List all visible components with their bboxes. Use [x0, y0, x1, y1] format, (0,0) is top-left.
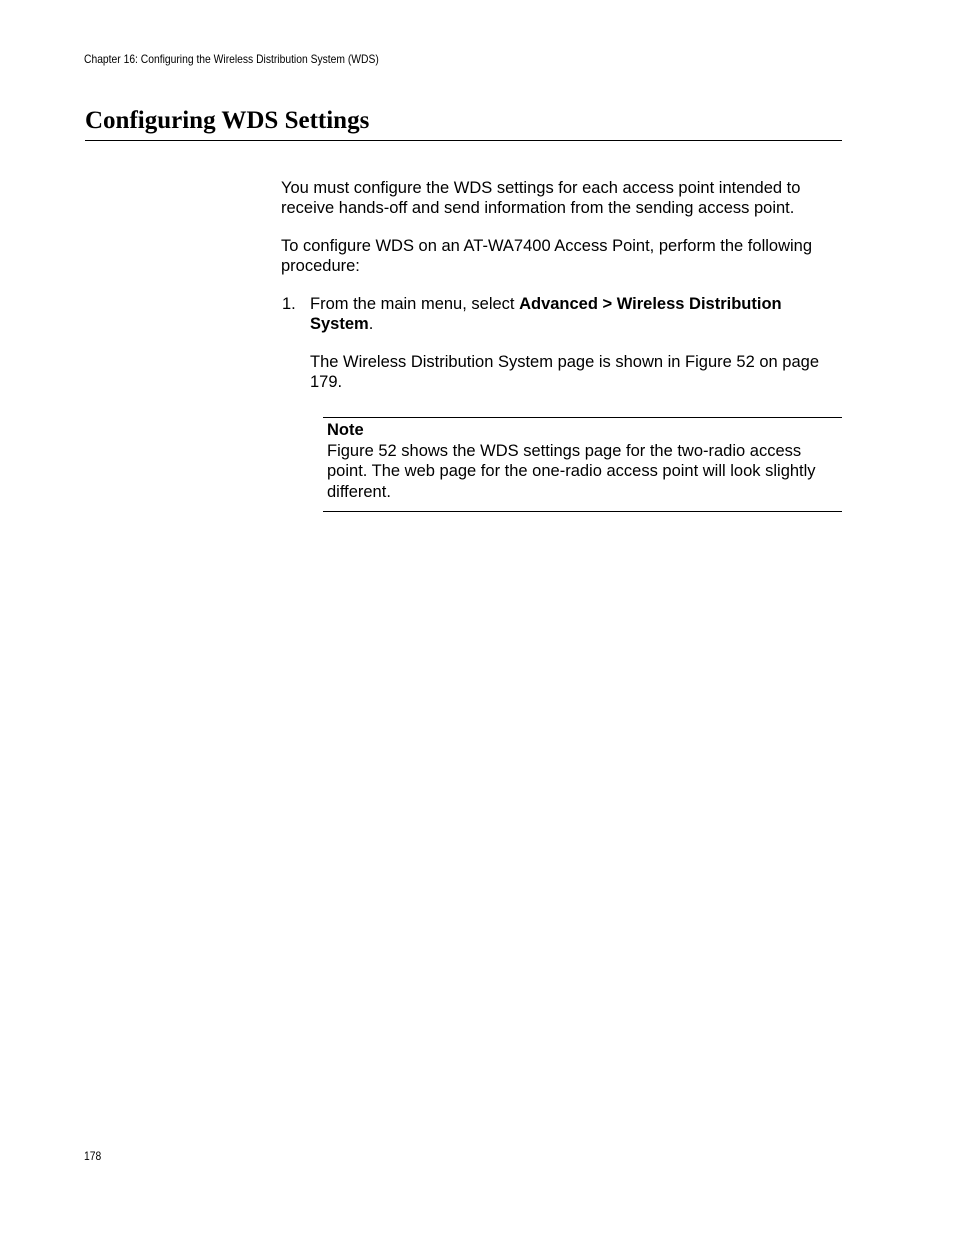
step-number: 1. [282, 295, 296, 313]
step-text-end: . [368, 315, 374, 334]
intro-paragraph: You must configure the WDS settings for each access point intended to receive hands-off and send information from the sending access point. [281, 179, 801, 218]
menu-path: Advanced > Wireless Distribution System [310, 295, 782, 334]
step-text-lead: From the main menu, select [310, 295, 520, 313]
note-box [323, 417, 842, 512]
step-text [310, 294, 846, 335]
note-body: Figure 52 shows the WDS settings page for the two-radio access point. The web page for the one-radio access point will look slightly different. [327, 442, 816, 501]
procedure-intro-paragraph: To configure WDS on an AT-WA7400 Access Point, perform the following procedure: [281, 237, 813, 276]
page-number: 178 [84, 1149, 102, 1163]
running-header: Chapter 16: Configuring the Wireless Distribution System (WDS) [84, 52, 379, 66]
step-followup: The Wireless Distribution System page is shown in Figure 52 on page 179. [310, 353, 819, 392]
title-rule [85, 140, 842, 141]
section-title: Configuring WDS Settings [85, 107, 370, 134]
note-title: Note [327, 421, 364, 439]
